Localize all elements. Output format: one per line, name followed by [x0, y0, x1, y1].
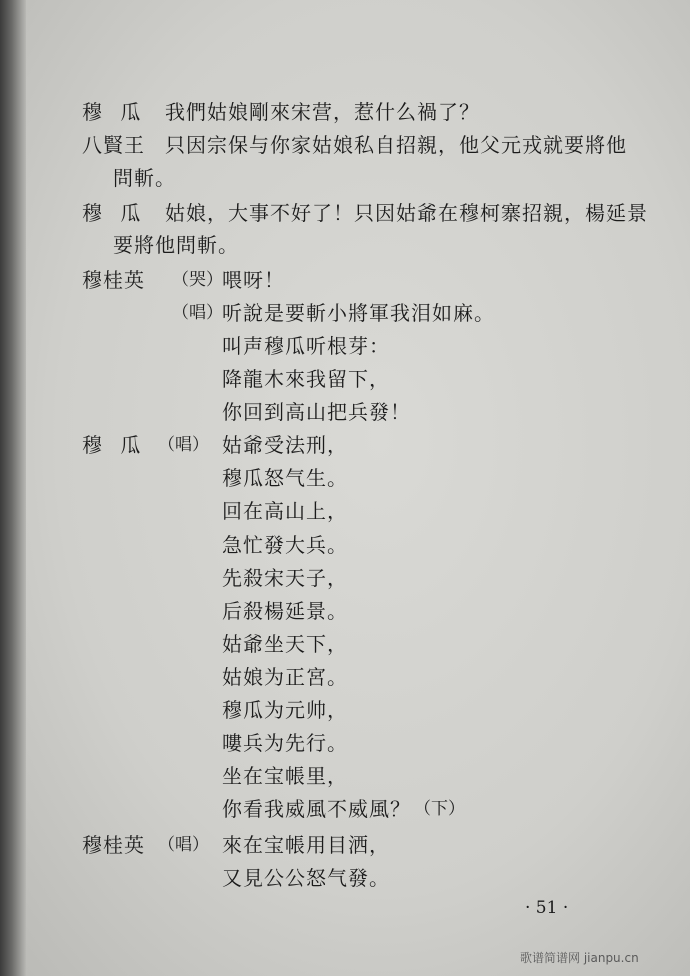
speaker-label: 穆 瓜	[82, 201, 147, 225]
watermark: 歌谱简谱网 jianpu.cn	[520, 951, 639, 965]
sung-line: 姑爺坐天下，	[222, 632, 348, 656]
sung-line: 回在高山上，	[222, 499, 348, 523]
stage-direction: （唱）	[158, 835, 209, 855]
speaker-label: 八賢王	[82, 133, 145, 157]
dialogue-line: 只因宗保与你家姑娘私自招親，他父元戎就要將他	[165, 133, 627, 157]
sung-line: 降龍木來我留下，	[222, 367, 390, 391]
sung-line: 穆瓜为元帅，	[222, 698, 348, 722]
speaker-label: 穆 瓜	[82, 100, 147, 124]
dialogue-line: 我們姑娘剛來宋营，惹什么禍了？	[165, 100, 480, 124]
speaker-label: 穆 瓜	[82, 433, 147, 457]
stage-direction: （唱）	[172, 303, 223, 323]
sung-line: 听說是要斬小將軍我泪如麻。	[222, 301, 495, 325]
sung-line: 先殺宋天子，	[222, 566, 348, 590]
stage-direction: （唱）	[158, 435, 209, 455]
sung-line: 后殺楊延景。	[222, 599, 348, 623]
sung-line: 嘍兵为先行。	[222, 731, 348, 755]
dialogue-line: 喂呀！	[222, 268, 285, 292]
sung-line: 坐在宝帳里，	[222, 764, 348, 788]
speaker-label: 穆桂英	[82, 833, 145, 857]
sung-line: 姑爺受法刑，	[222, 433, 348, 457]
dialogue-continuation: 問斬。	[113, 166, 176, 190]
sung-line: 來在宝帳用目洒，	[222, 833, 390, 857]
sung-line: 姑娘为正宮。	[222, 665, 348, 689]
sung-line: 又見公公怒气發。	[222, 866, 390, 890]
sung-line: 你回到高山把兵發！	[222, 400, 411, 424]
stage-direction: （哭）	[172, 270, 223, 290]
dialogue-continuation: 要將他問斬。	[113, 233, 239, 257]
stage-direction-exit: （下）	[414, 799, 465, 819]
sung-line: 急忙發大兵。	[222, 533, 348, 557]
sung-line: 叫声穆瓜听根芽：	[222, 334, 390, 358]
speaker-label: 穆桂英	[82, 268, 145, 292]
dialogue-line: 姑娘，大事不好了！只因姑爺在穆柯寨招親，楊延景	[165, 201, 648, 225]
page-number: · 51 ·	[525, 898, 569, 918]
book-gutter-shadow	[0, 0, 26, 976]
sung-line: 你看我威風不威風？	[222, 797, 411, 821]
sung-line: 穆瓜怒气生。	[222, 466, 348, 490]
